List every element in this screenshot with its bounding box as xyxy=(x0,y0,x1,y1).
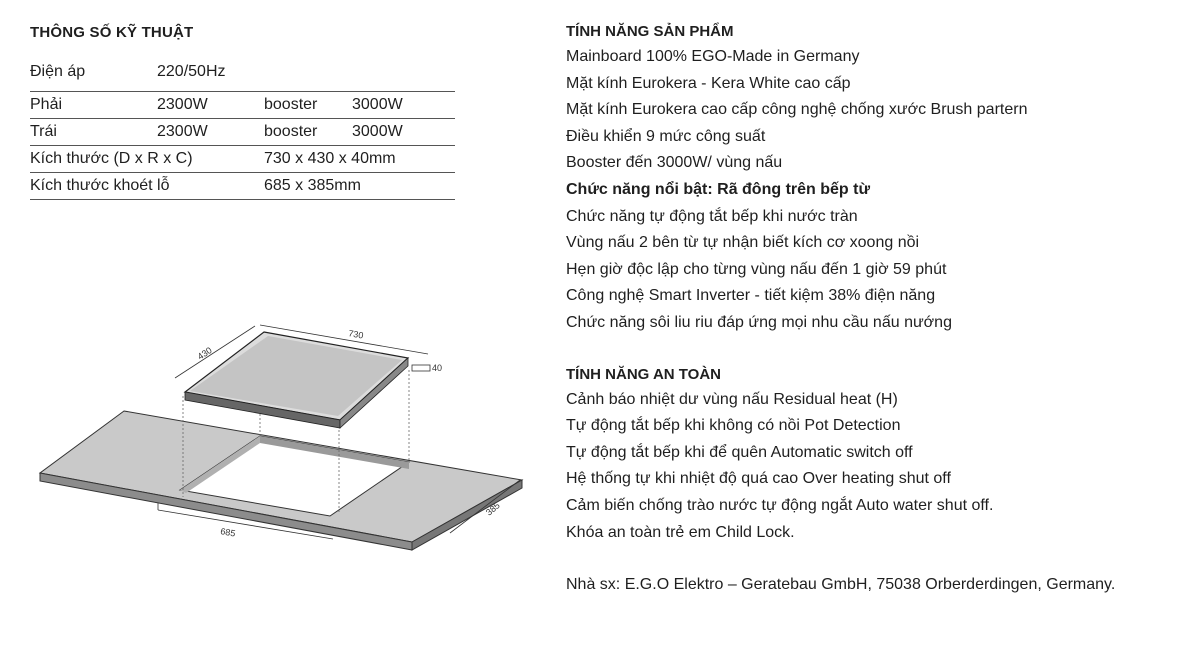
safety-item: Cảm biến chống trào nước tự động ngắt Auto water shut off. xyxy=(566,496,994,514)
dim-cut-depth: 385 xyxy=(483,500,502,518)
spec-value: 730 x 430 x 40mm xyxy=(264,150,396,167)
spec-value: 685 x 385mm xyxy=(264,177,361,194)
spec-label: Trái xyxy=(30,123,57,140)
feature-item: Hẹn giờ độc lập cho từng vùng nấu đến 1 giờ 59 phút xyxy=(566,260,947,278)
booster-label: booster xyxy=(264,96,318,113)
dim-top-width: 730 xyxy=(347,328,365,341)
spec-row-voltage xyxy=(30,61,455,92)
spec-label: Điện áp xyxy=(30,63,86,80)
specs-title: THÔNG SỐ KỸ THUẬT xyxy=(30,24,194,41)
spec-table xyxy=(30,62,455,200)
installation-diagram xyxy=(30,320,530,560)
safety-title: TÍNH NĂNG AN TOÀN xyxy=(566,365,721,383)
spec-label: Kích thước khoét lỗ xyxy=(30,177,170,194)
feature-item: Điều khiển 9 mức công suất xyxy=(566,127,766,145)
feature-item-highlight: Chức năng nổi bật: Rã đông trên bếp từ xyxy=(566,180,871,198)
feature-item: Mainboard 100% EGO-Made in Germany xyxy=(566,48,860,65)
feature-item: Công nghệ Smart Inverter - tiết kiệm 38% điện năng xyxy=(566,287,936,305)
features-column xyxy=(566,20,1176,598)
feature-item: Chức năng tự động tắt bếp khi nước tràn xyxy=(566,207,858,225)
spec-label: Kích thước (D x R x C) xyxy=(30,150,193,167)
safety-item: Tự động tắt bếp khi không có nồi Pot Detection xyxy=(566,417,901,435)
spec-row-cutout xyxy=(30,173,455,200)
spec-row-right xyxy=(30,92,455,119)
booster-label: booster xyxy=(264,123,318,140)
dim-height: 40 xyxy=(432,363,443,373)
manufacturer-text: Nhà sx: E.G.O Elektro – Geratebau GmbH, 75038 Orberderdingen, Germany. xyxy=(566,576,1116,594)
safety-item: Hệ thống tự khi nhiệt độ quá cao Over heating shut off xyxy=(566,470,951,488)
booster-value: 3000W xyxy=(352,123,403,140)
spec-label: Phải xyxy=(30,96,63,113)
spec-value: 2300W xyxy=(157,96,208,113)
safety-item: Tự động tắt bếp khi để quên Automatic switch off xyxy=(566,443,913,461)
booster-value: 3000W xyxy=(352,96,403,113)
dim-cut-width: 685 xyxy=(219,526,237,539)
features-title: TÍNH NĂNG SẢN PHẨM xyxy=(566,23,734,40)
feature-item: Chức năng sôi liu riu đáp ứng mọi nhu cầu nấu nướng xyxy=(566,313,952,331)
feature-item: Booster đến 3000W/ vùng nấu xyxy=(566,154,783,172)
spec-value: 2300W xyxy=(157,123,208,140)
feature-item: Mặt kính Eurokera cao cấp công nghệ chống xước Brush partern xyxy=(566,101,1028,119)
safety-item: Khóa an toàn trẻ em Child Lock. xyxy=(566,523,795,541)
dim-top-depth: 430 xyxy=(195,345,214,362)
feature-item: Vùng nấu 2 bên từ tự nhận biết kích cơ xoong nồi xyxy=(566,234,920,252)
safety-item: Cảnh báo nhiệt dư vùng nấu Residual heat (H) xyxy=(566,390,898,408)
spec-value: 220/50Hz xyxy=(157,63,226,80)
spec-row-left xyxy=(30,119,455,146)
feature-item: Mặt kính Eurokera - Kera White cao cấp xyxy=(566,74,851,92)
spec-row-dimensions xyxy=(30,146,455,173)
